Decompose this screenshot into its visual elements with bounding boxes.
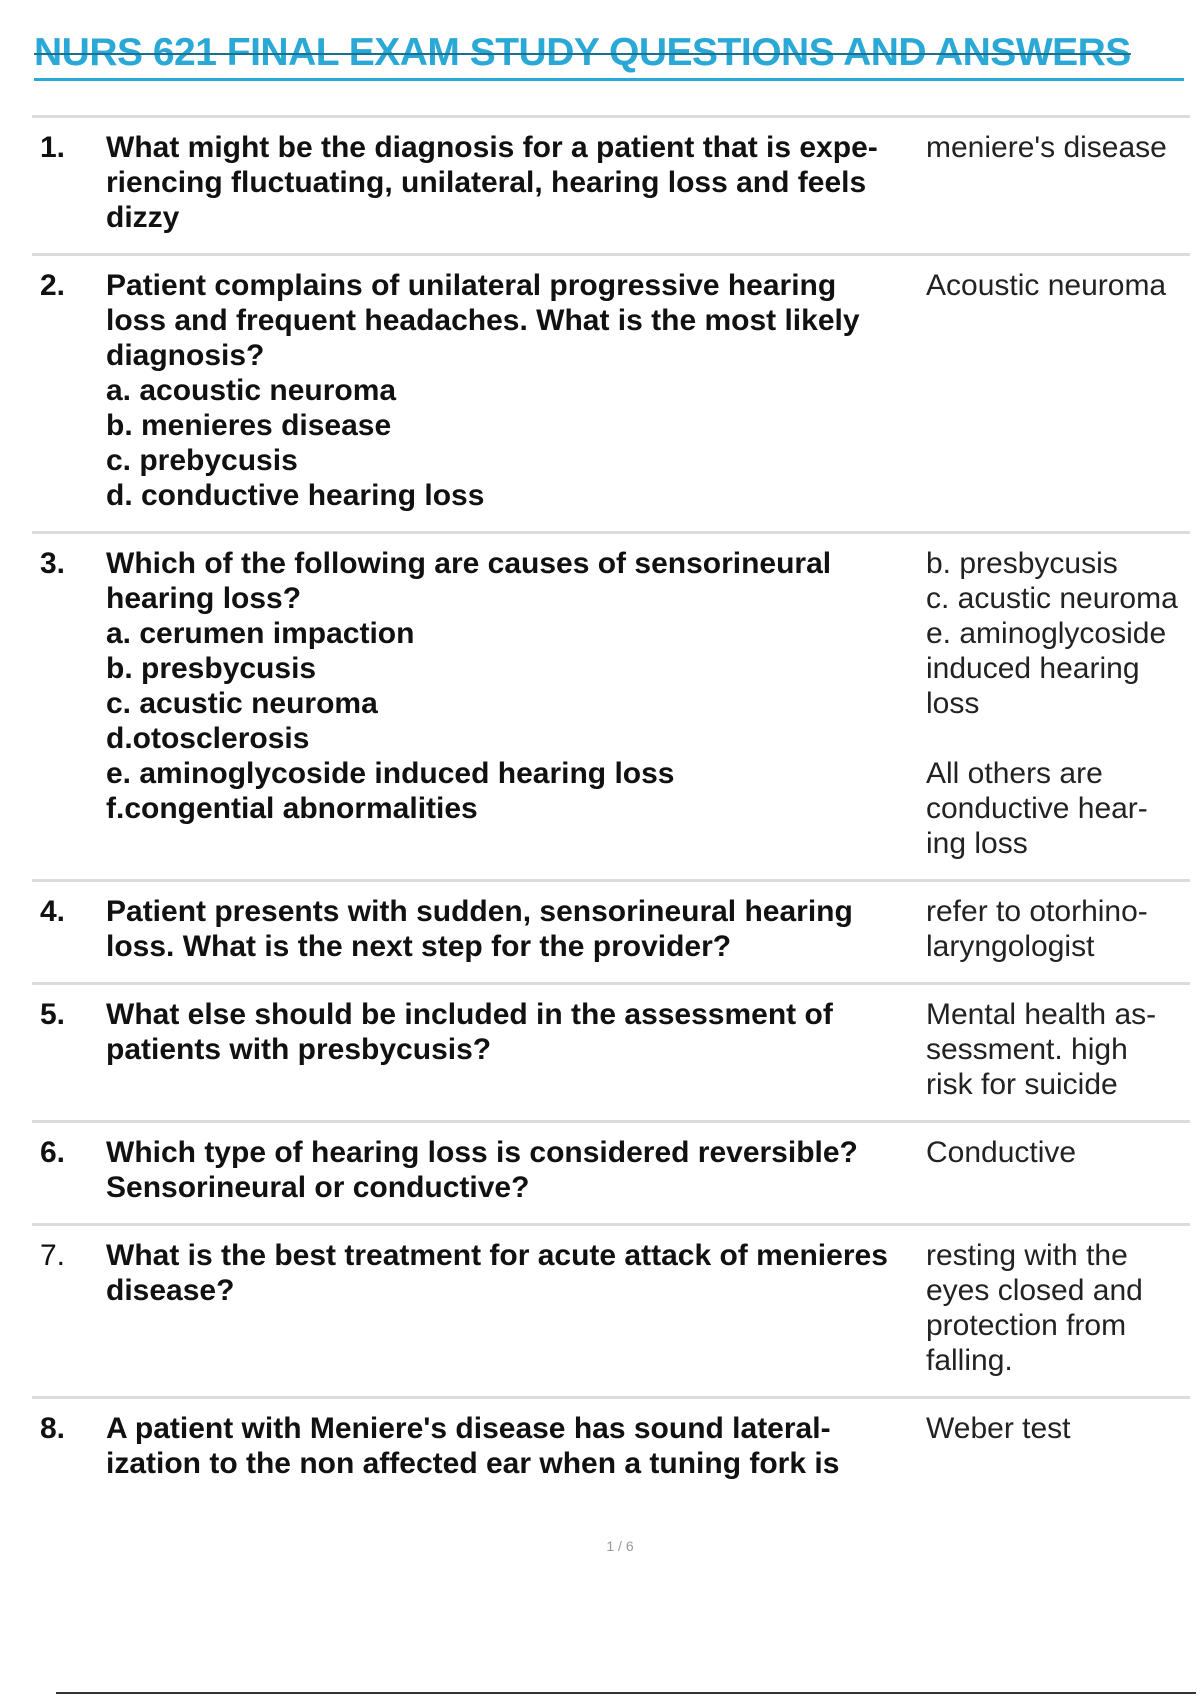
question-line: e. aminoglycoside induced hearing loss (106, 757, 675, 790)
answer-line: eyes closed and (926, 1274, 1143, 1307)
footer-divider (56, 1692, 1196, 1694)
question-text (106, 546, 926, 861)
question-text (106, 130, 926, 235)
question-number: 8. (40, 1412, 66, 1445)
question-number: 3. (40, 547, 66, 580)
question-line: ization to the non affected ear when a tuning fork is (106, 1447, 840, 1480)
answer-line: protection from (926, 1309, 1127, 1342)
qa-row (32, 531, 1190, 879)
answer-line: laryngologist (926, 930, 1095, 963)
question-line: b. menieres disease (106, 409, 392, 442)
answer-gap (926, 721, 1190, 756)
qa-list (32, 115, 1190, 1499)
question-line: d. conductive hearing loss (106, 479, 485, 512)
answer-line: Acoustic neuroma (926, 269, 1167, 302)
question-number: 6. (40, 1136, 66, 1169)
question-line: What else should be included in the assessment of (106, 998, 833, 1031)
question-number: 1. (40, 131, 66, 164)
answer-line: e. aminoglycoside (926, 617, 1167, 650)
question-line: c. acustic neuroma (106, 687, 378, 720)
qa-row (32, 253, 1190, 531)
answer-line: Conductive (926, 1136, 1077, 1169)
question-text (106, 1238, 926, 1378)
question-line: What might be the diagnosis for a patient that is expe- (106, 131, 878, 164)
qa-row (32, 1223, 1190, 1396)
answer-line: b. presbycusis (926, 547, 1118, 580)
question-line: loss and frequent headaches. What is the most likely (106, 304, 860, 337)
question-line: A patient with Meniere's disease has sound lateral- (106, 1412, 831, 1445)
answer-text (926, 1238, 1190, 1378)
question-number: 7. (40, 1239, 66, 1272)
qa-row (32, 879, 1190, 982)
question-line: disease? (106, 1274, 235, 1307)
question-line: b. presbycusis (106, 652, 317, 685)
question-line: diagnosis? (106, 339, 265, 372)
question-line: riencing fluctuating, unilateral, hearing loss and feels (106, 166, 867, 199)
question-line: a. acoustic neuroma (106, 374, 397, 407)
answer-text (926, 268, 1190, 513)
answer-text (926, 894, 1190, 964)
answer-text (926, 130, 1190, 235)
answer-text (926, 546, 1190, 861)
document-title: NURS 621 FINAL EXAM STUDY QUESTIONS AND ANSWERS (34, 31, 1131, 74)
qa-row (32, 1120, 1190, 1223)
question-line: f.congential abnormalities (106, 792, 478, 825)
question-number: 2. (40, 269, 66, 302)
answer-line: resting with the (926, 1239, 1128, 1272)
question-line: loss. What is the next step for the provider? (106, 930, 732, 963)
qa-row (32, 1396, 1190, 1499)
question-text (106, 1135, 926, 1205)
answer-line: sessment. high (926, 1033, 1128, 1066)
question-text (106, 1411, 926, 1481)
question-line: What is the best treatment for acute attack of menieres (106, 1239, 888, 1272)
answer-line: Mental health as- (926, 998, 1157, 1031)
question-line: d.otosclerosis (106, 722, 310, 755)
question-text (106, 894, 926, 964)
question-text (106, 268, 926, 513)
question-line: Patient presents with sudden, sensorineural hearing (106, 895, 853, 928)
question-line: hearing loss? (106, 582, 302, 615)
question-line: Which of the following are causes of sensorineural (106, 547, 832, 580)
answer-line: c. acustic neuroma (926, 582, 1178, 615)
question-line: Sensorineural or conductive? (106, 1171, 530, 1204)
question-line: a. cerumen impaction (106, 617, 415, 650)
answer-line: refer to otorhino- (926, 895, 1148, 928)
question-text (106, 997, 926, 1102)
title-underline (34, 78, 1184, 81)
qa-row (32, 115, 1190, 253)
question-line: Patient complains of unilateral progressive hearing (106, 269, 837, 302)
question-number: 5. (40, 998, 66, 1031)
question-line: c. prebycusis (106, 444, 298, 477)
answer-line: All others are (926, 757, 1103, 790)
answer-text (926, 997, 1190, 1102)
answer-text (926, 1135, 1190, 1205)
answer-line: falling. (926, 1344, 1013, 1377)
answer-line: loss (926, 687, 980, 720)
question-number: 4. (40, 895, 66, 928)
answer-line: risk for suicide (926, 1068, 1118, 1101)
page-indicator: 1 / 6 (606, 1538, 634, 1554)
answer-line: Weber test (926, 1412, 1071, 1445)
question-line: dizzy (106, 201, 180, 234)
question-line: patients with presbycusis? (106, 1033, 492, 1066)
answer-line: meniere's disease (926, 131, 1167, 164)
qa-row (32, 982, 1190, 1120)
answer-line: conductive hear- (926, 792, 1148, 825)
answer-line: induced hearing (926, 652, 1140, 685)
answer-text (926, 1411, 1190, 1481)
question-line: Which type of hearing loss is considered reversible? (106, 1136, 858, 1169)
answer-line: ing loss (926, 827, 1028, 860)
